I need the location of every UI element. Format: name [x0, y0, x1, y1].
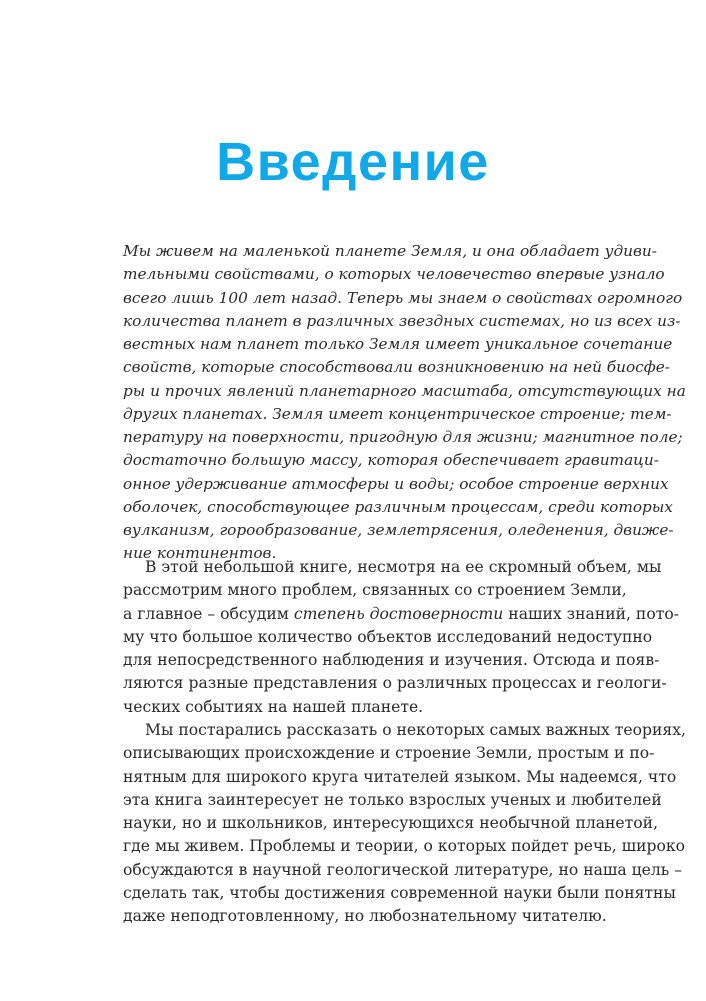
text-line: свойств, которые способствовали возникновению на ней биосфе-	[123, 358, 670, 377]
text-line: где мы живем. Проблемы и теории, о которых пойдет речь, широко	[123, 837, 686, 856]
text-line: количества планет в различных звездных системах, но из всех из-	[123, 311, 681, 330]
text-line: вулканизм, горообразование, землетрясения, оледенения, движе-	[123, 521, 674, 539]
text-line: вестных нам планет только Земля имеет уникальное сочетание	[123, 335, 673, 353]
text-line: В этой небольшой книге, несмотря на ее скромный объем, мы	[145, 558, 662, 576]
text-line: онное удерживание атмосферы и воды; особое строение верхних	[123, 474, 669, 493]
text-line: тельными свойствами, о которых человечество впервые узнало	[123, 265, 665, 284]
text-line	[123, 603, 679, 626]
emphasized-text: степень достоверности	[293, 604, 504, 623]
text-segment: а главное – обсудим	[123, 604, 294, 623]
text-line: Мы постарались рассказать о некоторых самых важных теориях,	[145, 721, 686, 739]
body-paragraph-2	[123, 556, 679, 719]
text-line: сделать так, чтобы достижения современной науки были понятны	[123, 883, 676, 902]
text-line: ческих событиях на нашей планете.	[123, 697, 424, 716]
text-line: оболочек, способствующее различным процессам, среди которых	[123, 497, 673, 516]
text-line: ры и прочих явлений планетарного масштаба, отсутствующих на	[123, 381, 686, 400]
text-segment: наших знаний, пото-	[503, 604, 679, 623]
text-line: описывающих происхождение и строение Земли, простым и по-	[123, 744, 655, 763]
intro-paragraph-italic	[123, 240, 686, 566]
text-line: рассмотрим много проблем, связанных со строением Земли,	[123, 581, 627, 600]
body-paragraph-3	[123, 719, 686, 928]
text-line: нятным для широкого круга читателей языком. Мы надеемся, что	[123, 767, 677, 786]
text-line: науки, но и школьников, интересующихся необычной планетой,	[123, 814, 659, 832]
text-line: всего лишь 100 лет назад. Теперь мы знаем о свойствах огромного	[123, 288, 683, 307]
text-line: даже неподготовленному, но любознательному читателю.	[123, 907, 607, 925]
text-line: других планетах. Земля имеет концентрическое строение; тем-	[123, 404, 672, 423]
text-line: обсуждаются в научной геологической литературе, но наша цель –	[123, 860, 683, 879]
text-line: ние континентов.	[123, 544, 277, 563]
page-title: Введение	[216, 132, 490, 193]
text-line: Мы живем на маленькой планете Земля, и она обладает удиви-	[123, 242, 657, 260]
text-line: для непосредственного наблюдения и изучения. Отсюда и появ-	[123, 651, 660, 669]
text-line: пературу на поверхности, пригодную для жизни; магнитное поле;	[123, 428, 683, 446]
text-line: эта книга заинтересует не только взрослых ученых и любителей	[123, 790, 662, 809]
text-line: му что большое количество объектов исследований недоступно	[123, 627, 653, 646]
text-line: ляются разные представления о различных процессах и геологи-	[123, 674, 667, 693]
text-line: достаточно большую массу, которая обеспечивает гравитаци-	[123, 451, 659, 470]
